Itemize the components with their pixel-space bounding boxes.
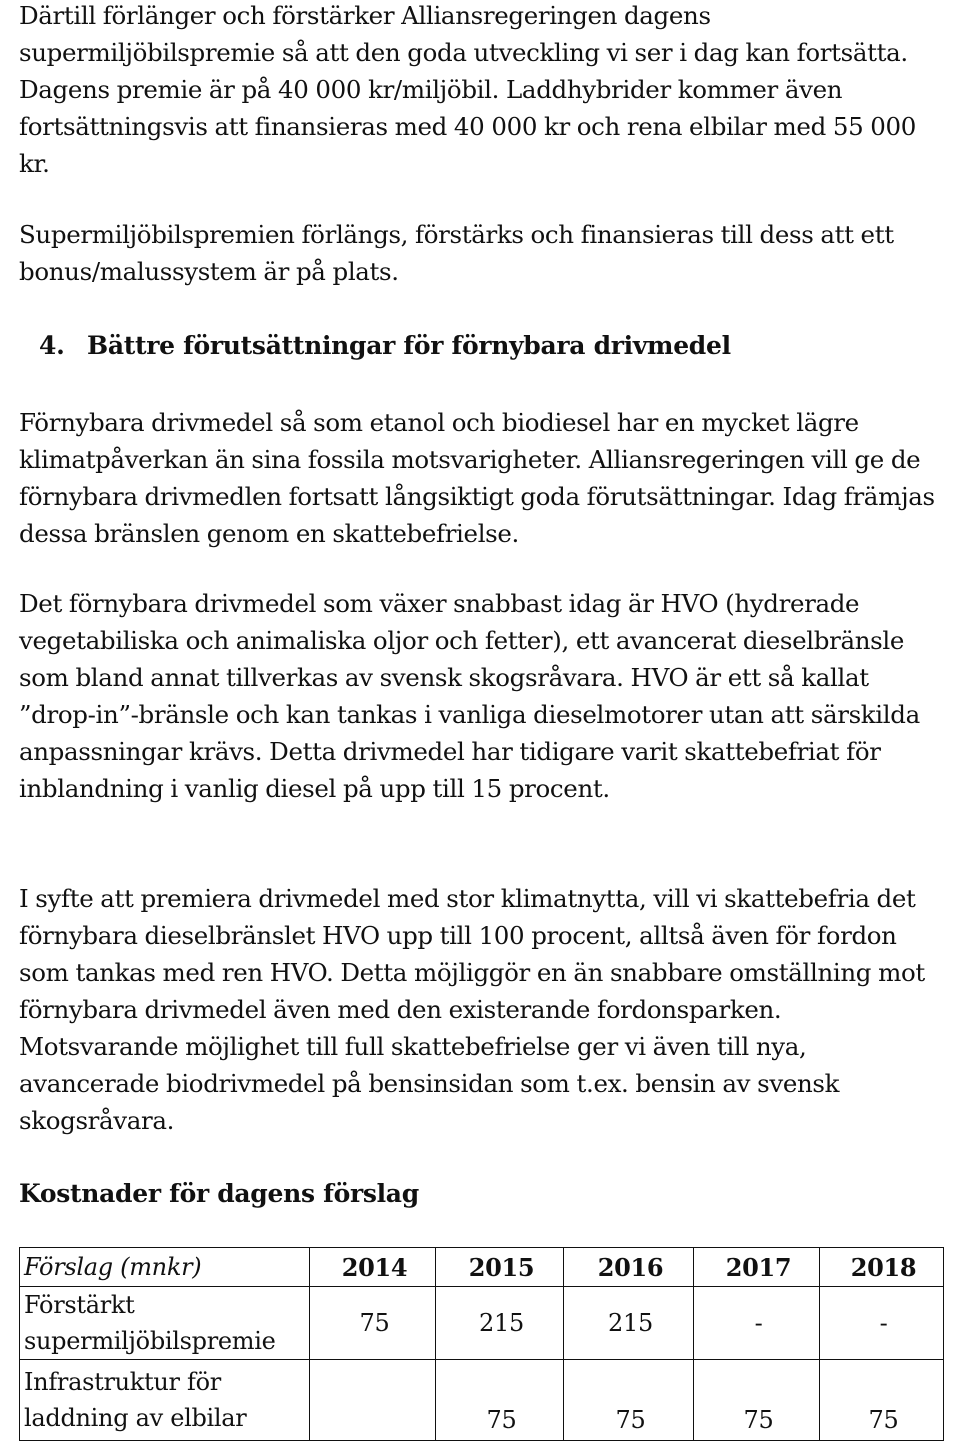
table-cell: 75 xyxy=(436,1360,564,1441)
table-cell: 215 xyxy=(436,1287,564,1360)
table-row-label xyxy=(20,1360,310,1441)
table-header-row xyxy=(20,1248,944,1287)
table-row xyxy=(20,1287,944,1360)
table-header-cell: 2017 xyxy=(694,1248,820,1287)
table-header-cell: Förslag (mnkr) xyxy=(20,1248,310,1287)
table-cell: 75 xyxy=(820,1360,944,1441)
table-row xyxy=(20,1360,944,1441)
section-title: Bättre förutsättningar för förnybara drivmedel xyxy=(87,331,731,360)
table-header-cell: 2018 xyxy=(820,1248,944,1287)
section-number: 4. xyxy=(39,331,65,360)
table-header-cell: 2015 xyxy=(436,1248,564,1287)
row-label-line: laddning av elbilar xyxy=(24,1404,247,1432)
paragraph-skattebefrielse: I syfte att premiera drivmedel med stor klimatnytta, vill vi skattebefria det förnybara dieselbränslet HVO upp till 100 procent, alltså även för fordon som tankas med ren HVO. Detta möjliggör en än snabbare omställning mot förnybara drivmedel även med den existerande fordonsparken. Motsvarande möjlighet till full skattebefrielse ger vi även till nya, avancerade biodrivmedel på bensinsidan som t.ex. bensin av svensk skogsråvara. xyxy=(19,884,925,1135)
paragraph-hvo: Det förnybara drivmedel som växer snabbast idag är HVO (hydrerade vegetabiliska och animaliska oljor och fetter), ett avancerat dieselbränsle som bland annat tillverkas av svensk skogsråvara. HVO är ett så kallat ”drop-in”-bränsle och kan tankas i vanliga dieselmotorer utan att särskilda anpassningar krävs. Detta drivmedel har tidigare varit skattebefriat för inblandning i vanlig diesel på upp till 15 procent. xyxy=(19,589,920,803)
costs-table xyxy=(19,1247,944,1441)
paragraph-supermiljobilspremie-summary: Supermiljöbilspremien förlängs, förstärks och finansieras till dess att ett bonus/malussystem är på plats. xyxy=(19,220,894,286)
costs-heading: Kostnader för dagens förslag xyxy=(19,1179,419,1208)
table-cell: 75 xyxy=(564,1360,694,1441)
row-label-line: Infrastruktur för xyxy=(24,1368,221,1396)
table-cell: - xyxy=(820,1287,944,1360)
table-cell xyxy=(310,1360,436,1441)
paragraph-fornybara-drivmedel: Förnybara drivmedel så som etanol och biodiesel har en mycket lägre klimatpåverkan än sina fossila motsvarigheter. Alliansregeringen vill ge de förnybara drivmedlen fortsatt långsiktigt goda förutsättningar. Idag främjas dessa bränslen genom en skattebefrielse. xyxy=(19,408,935,548)
table-header-cell: 2014 xyxy=(310,1248,436,1287)
table-header-cell: 2016 xyxy=(564,1248,694,1287)
paragraph-supermiljobilspremie-intro: Därtill förlänger och förstärker Alliansregeringen dagens supermiljöbilspremie så att den goda utveckling vi ser i dag kan fortsätta. Dagens premie är på 40 000 kr/miljöbil. Laddhybrider kommer även fortsättningsvis att finansieras med 40 000 kr och rena elbilar med 55 000 kr. xyxy=(19,1,916,178)
table-cell: - xyxy=(694,1287,820,1360)
table-cell: 75 xyxy=(694,1360,820,1441)
table-row-label xyxy=(20,1287,310,1360)
row-label-line: Förstärkt xyxy=(24,1291,135,1319)
section-heading-fornybara-drivmedel xyxy=(19,327,944,364)
table-cell: 215 xyxy=(564,1287,694,1360)
table-cell: 75 xyxy=(310,1287,436,1360)
row-label-line: supermiljöbilspremie xyxy=(24,1327,276,1355)
